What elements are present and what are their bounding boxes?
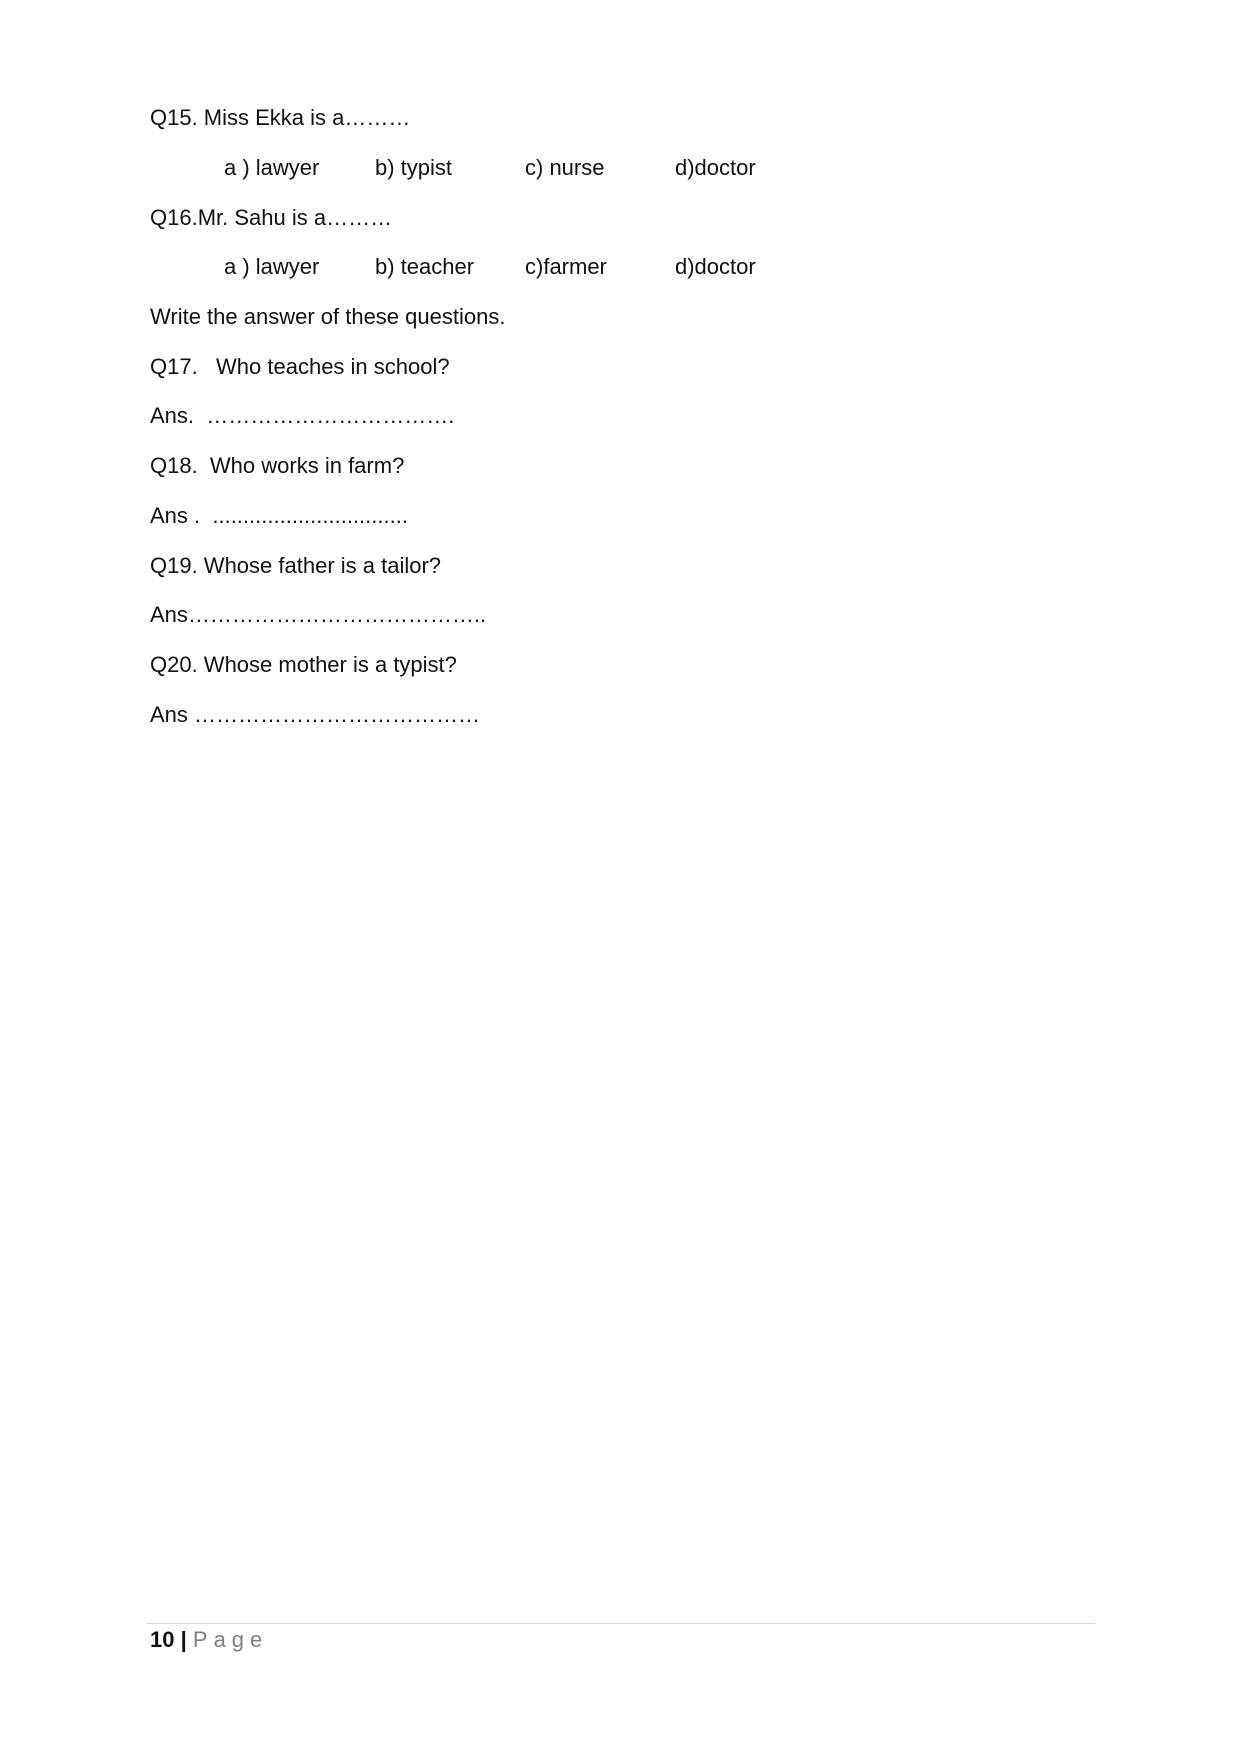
question-17: Q17. Who teaches in school? xyxy=(150,354,450,379)
question-19: Q19. Whose father is a tailor? xyxy=(150,553,442,578)
option-b: b) teacher xyxy=(375,254,475,279)
option-b: b) typist xyxy=(375,155,453,180)
answer-20: Ans ………………………………… xyxy=(150,702,481,727)
option-a: a ) lawyer xyxy=(224,254,320,279)
answer-17: Ans. ……………………………. xyxy=(150,403,455,428)
option-c: c)farmer xyxy=(525,254,607,279)
option-d: d)doctor xyxy=(675,155,756,180)
question-16: Q16.Mr. Sahu is a……… xyxy=(150,205,393,230)
question-18: Q18. Who works in farm? xyxy=(150,453,405,478)
section-instruction: Write the answer of these questions. xyxy=(150,304,506,329)
answer-18: Ans . ................................ xyxy=(150,503,408,528)
question-15-options xyxy=(224,154,824,182)
question-15: Q15. Miss Ekka is a……… xyxy=(150,105,411,130)
page-number: 10 xyxy=(150,1627,175,1652)
question-20: Q20. Whose mother is a typist? xyxy=(150,652,457,677)
page-separator: | xyxy=(180,1627,187,1652)
option-c: c) nurse xyxy=(525,155,605,180)
page-footer xyxy=(150,1626,268,1654)
footer-divider xyxy=(147,1623,1095,1624)
option-d: d)doctor xyxy=(675,254,756,279)
page-label: Page xyxy=(192,1627,269,1652)
option-a: a ) lawyer xyxy=(224,155,320,180)
question-16-options xyxy=(224,253,824,281)
answer-19: Ans………………………………….. xyxy=(150,602,487,627)
